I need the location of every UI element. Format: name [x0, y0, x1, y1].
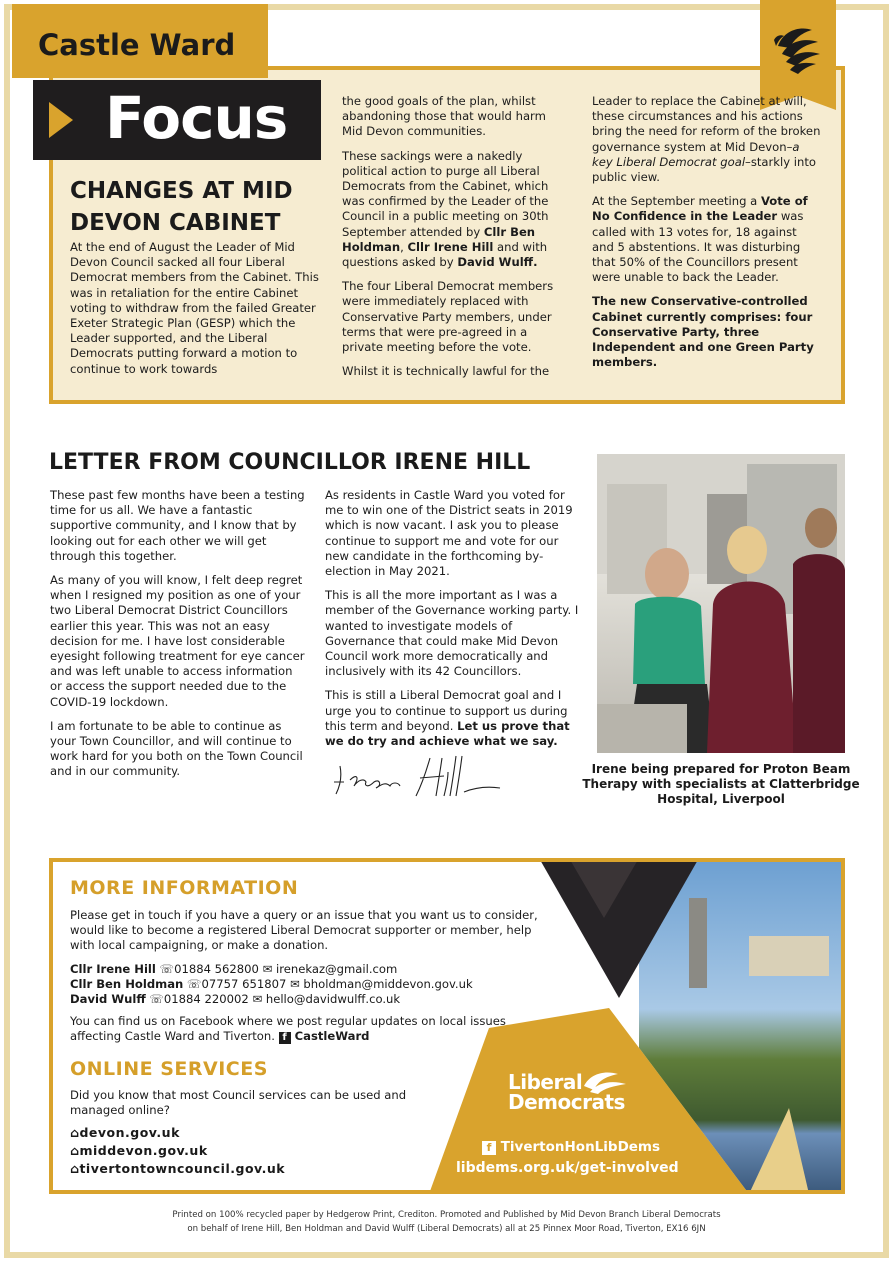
- online-services-text: Did you know that most Council services can be used and managed online?: [70, 1088, 407, 1118]
- online-links: [70, 1124, 285, 1178]
- home-icon: ⌂: [70, 1161, 80, 1176]
- letter-c2-p1: As residents in Castle Ward you voted for me to win one of the District seats in 2019 which is now vacant. I ask you to please continue to support me and vote for our new candidate in the forthcoming by-election in May 2021.: [325, 488, 573, 579]
- signature-image: [330, 752, 510, 802]
- contact-row: Cllr Ben Holdman ☏07757 651807 ✉ bholdman@middevon.gov.uk: [70, 977, 473, 991]
- cabinet-col3-p3: The new Conservative-controlled Cabinet currently comprises: four Conservative Party, three Independent and one Green Party members.: [592, 294, 814, 370]
- contact-list: [70, 962, 473, 1007]
- cabinet-col3-p1: Leader to replace the Cabinet at will, these circumstances and his actions bring the need for reform of the broken governance system at Mid Devon–a key Liberal Democrat goal–starkly into public view.: [592, 94, 821, 185]
- focus-banner: [33, 80, 321, 160]
- ward-tab: [12, 4, 268, 78]
- cabinet-column-3: [592, 94, 822, 379]
- link-middevon[interactable]: ⌂middevon.gov.uk: [70, 1143, 208, 1158]
- photo-illustration: [597, 454, 845, 753]
- facebook-text: You can find us on Facebook where we post regular updates on local issues affecting Castle Ward and Tiverton. f CastleWard: [70, 1014, 506, 1044]
- phone-icon: ☏: [149, 992, 164, 1006]
- phone-icon: ☏: [159, 962, 175, 976]
- more-info-text: Please get in touch if you have a query or an issue that you want us to consider, would like to become a registered Liberal Democrat supporter or member, help with local campaigning, or make a donation.: [70, 908, 538, 953]
- ward-name: Castle Ward: [38, 28, 236, 62]
- letter-c1-p1: These past few months have been a testing time for us all. We have a fantastic supportive community, and I know that by looking out for each other we will get through this together.: [50, 488, 305, 563]
- logo-tab: [760, 0, 836, 96]
- cabinet-col2-p4: Whilst it is technically lawful for the: [342, 364, 550, 379]
- cabinet-col2-p2: These sackings were a nakedly political action to purge all Liberal Democrats from the Cabinet, which was confirmed by the Leader of the Council in a public meeting on 30th September attended by Cllr Ben Holdman, Cllr Irene Hill and with questions asked by David Wulff.: [342, 148, 549, 270]
- home-icon: ⌂: [70, 1143, 80, 1158]
- facebook-link[interactable]: f CastleWard: [279, 1029, 370, 1043]
- focus-title: Focus: [105, 84, 288, 152]
- letter-column-2: [325, 488, 583, 758]
- get-involved-link[interactable]: libdems.org.uk/get-involved: [456, 1160, 679, 1176]
- cabinet-column-2: [342, 94, 570, 388]
- libdem-bird-icon: [760, 0, 836, 96]
- cabinet-col3-p2: At the September meeting a Vote of No Confidence in the Leader was called with 13 votes for, 18 against and 5 abstentions. It was disturbing that 50% of the Councillors present were unable to back the Leader.: [592, 194, 808, 285]
- imprint-footer: Printed on 100% recycled paper by Hedgerow Print, Crediton. Promoted and Published by Mid Devon Branch Liberal Democrats on behalf of Irene Hill, Ben Holdman and David Wulff (Liberal Democrats) all at 25 Pinnex Moor Road, Tiverton, EX16 6JN: [172, 1210, 721, 1234]
- phone-icon: ☏: [187, 977, 202, 991]
- email-icon: ✉: [252, 992, 263, 1006]
- letter-c2-p3: This is still a Liberal Democrat goal and I urge you to continue to support us during this term and beyond. Let us prove that we do try and achieve what we say.: [325, 688, 570, 749]
- libdem-logo: Liberal Democrats: [508, 1070, 625, 1114]
- social-handle[interactable]: f TivertonHonLibDems: [482, 1139, 660, 1155]
- photo-caption: Irene being prepared for Proton Beam Therapy with specialists at Clatterbridge Hospital, Liverpool: [582, 762, 860, 806]
- cabinet-col2-p3: The four Liberal Democrat members were immediately replaced with Conservative Party members, under terms that were pre-agreed in a private meeting before the vote.: [342, 279, 554, 355]
- more-info-title: MORE INFORMATION: [70, 877, 299, 899]
- online-services-title: ONLINE SERVICES: [70, 1058, 268, 1080]
- email-icon: ✉: [262, 962, 273, 976]
- hospital-photo: [597, 454, 845, 753]
- cabinet-col2-p1: the good goals of the plan, whilst abandoning those that would harm Mid Devon communities.: [342, 94, 546, 139]
- home-icon: ⌂: [70, 1125, 80, 1140]
- cabinet-col1-text: At the end of August the Leader of Mid Devon Council sacked all four Liberal Democrat members from the Cabinet. This was in retaliation for the entire Cabinet voting to withdraw from the failed Greater Exeter Strategic Plan (GESP) which the Leader supported, and the Liberal Democrats putting forward a motion to continue to work towards: [70, 240, 319, 376]
- letter-c1-p3: I am fortunate to be able to continue as your Town Councillor, and will continue to work hard for you both on the Town Council and in our community.: [50, 718, 303, 779]
- letter-column-1: [50, 488, 306, 789]
- facebook-icon: f: [279, 1032, 291, 1044]
- link-devon[interactable]: ⌂devon.gov.uk: [70, 1125, 180, 1140]
- link-tiverton[interactable]: ⌂tivertontowncouncil.gov.uk: [70, 1161, 286, 1176]
- facebook-icon: f: [482, 1141, 496, 1155]
- libdem-bird-small-icon: [578, 1060, 634, 1096]
- cabinet-title: CHANGES AT MID DEVON CABINET: [70, 178, 293, 236]
- email-icon: ✉: [290, 977, 300, 991]
- contact-row: David Wulff ☏01884 220002 ✉ hello@davidwulff.co.uk: [70, 992, 401, 1006]
- letter-c1-p2: As many of you will know, I felt deep regret when I resigned my position as one of your two Liberal Democrat District Councillors earlier this year. This was not an easy decision for me. I have lost considerable eyesight following treatment for eye cancer and was left unable to access information or access the support needed due to the COVID-19 lockdown.: [50, 573, 305, 709]
- letter-c2-p2: This is all the more important as I was a member of the Governance working party. I wanted to investigate models of Governance that could make Mid Devon Council work more democratically and inclusively with its 42 Councillors.: [325, 588, 579, 679]
- contact-row: Cllr Irene Hill ☏01884 562800 ✉ irenekaz@gmail.com: [70, 962, 398, 976]
- letter-title: LETTER FROM COUNCILLOR IRENE HILL: [49, 450, 531, 475]
- play-triangle-icon: [49, 102, 73, 138]
- cabinet-column-1: [70, 240, 322, 386]
